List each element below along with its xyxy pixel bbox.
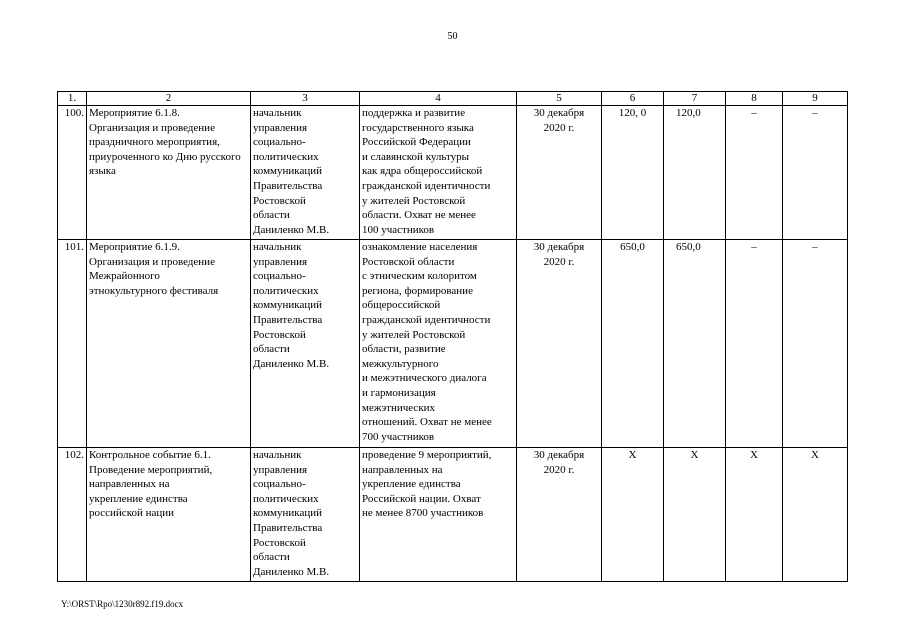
column-header: 2: [87, 92, 251, 106]
row-number-cell: 100.: [58, 106, 87, 240]
event-cell: Мероприятие 6.1.8. Организация и проведение праздничного мероприятия, приуроченного ко Дню русского языка: [87, 106, 251, 240]
result-cell: ознакомление населения Ростовской области с этническим колоритом региона, формирование общероссийской гражданской идентичности у жителей Ростовской области, развитие межкультурного и межэтнического диалога и гармонизация межэтнических отношений. Охват не менее 700 участников: [360, 240, 517, 448]
column-header: 7: [664, 92, 726, 106]
column-header: 9: [783, 92, 848, 106]
column-header: 8: [726, 92, 783, 106]
date-cell: 30 декабря 2020 г.: [517, 240, 602, 448]
table-row: [58, 448, 848, 582]
row-number-cell: 101.: [58, 240, 87, 448]
result-cell: проведение 9 мероприятий, направленных на укрепление единства Российской нации. Охват не менее 8700 участников: [360, 448, 517, 582]
responsible-cell: начальник управления социально- политических коммуникаций Правительства Ростовской области Даниленко М.В.: [251, 448, 360, 582]
value-cell-7: 650,0: [664, 240, 726, 448]
value-cell-8: X: [726, 448, 783, 582]
column-header: 3: [251, 92, 360, 106]
value-cell-8: –: [726, 106, 783, 240]
responsible-cell: начальник управления социально- политических коммуникаций Правительства Ростовской области Даниленко М.В.: [251, 240, 360, 448]
table-row: [58, 240, 848, 448]
column-header: 6: [602, 92, 664, 106]
event-cell: Мероприятие 6.1.9. Организация и проведение Межрайонного этнокультурного фестиваля: [87, 240, 251, 448]
page-number: 50: [447, 31, 458, 42]
date-cell: 30 декабря 2020 г.: [517, 448, 602, 582]
table-header-row: [58, 92, 848, 106]
result-cell: поддержка и развитие государственного языка Российской Федерации и славянской культуры как ядра общероссийской гражданской идентичности у жителей Ростовской области. Охват не менее 100 участников: [360, 106, 517, 240]
table-row: [58, 106, 848, 240]
value-cell-6: 650,0: [602, 240, 664, 448]
value-cell-7: X: [664, 448, 726, 582]
date-cell: 30 декабря 2020 г.: [517, 106, 602, 240]
column-header: 1.: [58, 92, 87, 106]
value-cell-9: X: [783, 448, 848, 582]
value-cell-8: –: [726, 240, 783, 448]
row-number-cell: 102.: [58, 448, 87, 582]
column-header: 4: [360, 92, 517, 106]
value-cell-7: 120,0: [664, 106, 726, 240]
value-cell-6: X: [602, 448, 664, 582]
file-path-footer: Y:\ORST\Rpo\1230r892.f19.docx: [61, 599, 184, 609]
value-cell-6: 120, 0: [602, 106, 664, 240]
value-cell-9: –: [783, 240, 848, 448]
responsible-cell: начальник управления социально- политических коммуникаций Правительства Ростовской области Даниленко М.В.: [251, 106, 360, 240]
column-header: 5: [517, 92, 602, 106]
event-cell: Контрольное событие 6.1. Проведение мероприятий, направленных на укрепление единства российской нации: [87, 448, 251, 582]
data-table: [57, 91, 848, 582]
value-cell-9: –: [783, 106, 848, 240]
